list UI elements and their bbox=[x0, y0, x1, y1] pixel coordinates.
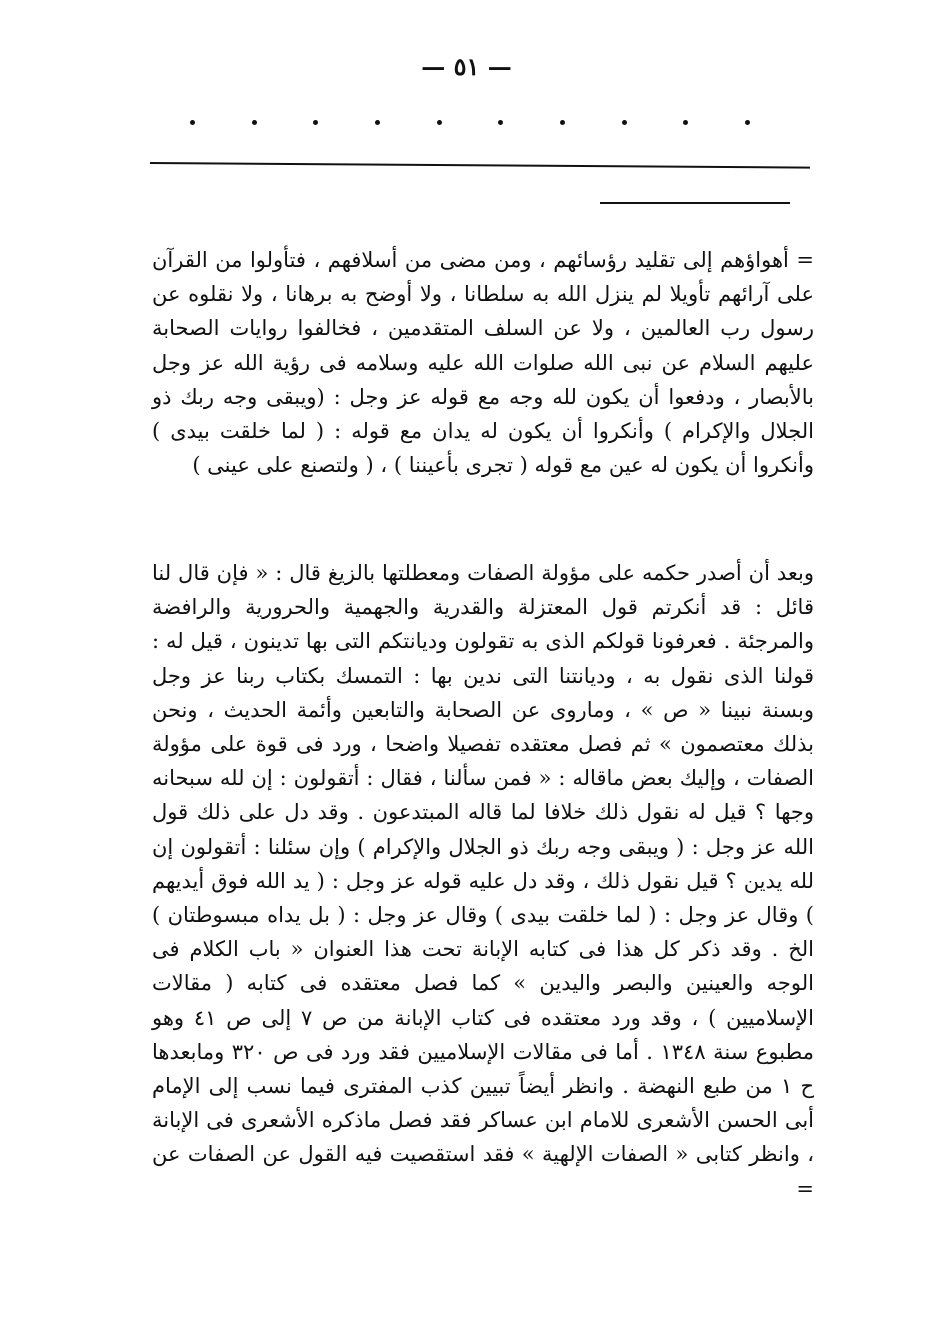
header-rule bbox=[150, 162, 810, 169]
ornamental-dot-row bbox=[190, 120, 750, 125]
short-divider-rule bbox=[600, 202, 790, 204]
page-number: — ٥١ — bbox=[421, 52, 512, 81]
continued-paragraph: = أهواؤهم إلى تقليد رؤسائهم ، ومن مضى من أسلافهم ، فتأولوا من القرآن على آرائهم تأويلا لم ينزل الله به سلطانا ، ولا أوضح به برهانا ، ولا نقلوه عن رسول رب العالمين ، ولا عن السلف المتقدمين ، فخالفوا روايات الصحابة عليهم السلام عن نبى الله صلوات الله عليه وسلامه فى رؤية الله عز وجل بالأبصار ، ودفعوا أن يكون لله وجه مع قوله عز وجل : (ويبقى وجه ربك ذو الجلال والإكرام ) وأنكروا أن يكون له يدان مع قوله : ( لما خلقت بيدى ) وأنكروا أن يكون له عين مع قوله ( تجرى بأعيننا ) ، ( ولتصنع على عينى ) bbox=[152, 248, 814, 478]
ornament-dot bbox=[375, 120, 380, 125]
body-paragraph: وبعد أن أصدر حكمه على مؤولة الصفات ومعطلتها بالزيغ قال : « فإن قال لنا قائل : قد أنكرتم قول المعتزلة والقدرية والجهمية والحرورية والرافضة والمرجئة . فعرفونا قولكم الذى به تقولون وديانتكم التى بها تدينون ، قيل له : قولنا الذى نقول به ، وديانتنا التى ندين بها : التمسك بكتاب ربنا عز وجل وبسنة نبينا « ص » ، وماروى عن الصحابة والتابعين وأئمة الحديث ، ونحن بذلك معتصمون » ثم فصل معتقده تفصيلا واضحا ، ورد فى قوة على مؤولة الصفات ، وإليك بعض ماقاله : « فمن سألنا ، فقال : أتقولون : إن لله سبحانه وجها ؟ قيل له نقول ذلك خلافا لما قاله المبتدعون . وقد دل على ذلك قول الله عز وجل : ( ويبقى وجه ربك ذو الجلال والإكرام ) وإن سئلنا : أتقولون إن لله يدين ؟ قيل نقول ذلك ، وقد دل عليه قوله عز وجل : ( يد الله فوق أيديهم ) وقال عز وجل : ( لما خلقت بيدى ) وقال عز وجل : ( بل يداه مبسوطتان ) الخ . وقد ذكر كل هذا فى كتابه الإبانة تحت هذا العنوان « باب الكلام فى الوجه والعينين والبصر واليدين » كما فصل معتقده فى كتابه ( مقالات الإسلاميين ) ، وقد ورد معتقده فى كتاب الإبانة من ص ٧ إلى ص ٤١ وهو مطبوع سنة ١٣٤٨ . أما فى مقالات الإسلاميين فقد ورد فى ص ٣٢٠ ومابعدها ح ١ من طبع النهضة . وانظر أيضاً تبيين كذب المفترى فيما نسب إلى الإمام أبى الحسن الأشعرى للامام ابن عساكر فقد فصل ماذكره الأشعرى فى الإبانة ، وانظر كتابى « الصفات الإلهية » فقد استقصيت فيه القول عن الصفات عن = bbox=[152, 561, 815, 1201]
ornament-dot bbox=[745, 120, 750, 125]
ornament-dot bbox=[683, 120, 688, 125]
ornament-dot bbox=[498, 120, 503, 125]
ornament-dot bbox=[437, 120, 442, 125]
ornament-dot bbox=[622, 120, 627, 125]
ornament-dot bbox=[190, 120, 195, 125]
ornament-dot bbox=[313, 120, 318, 125]
ornament-dot bbox=[560, 120, 565, 125]
ornament-dot bbox=[252, 120, 257, 125]
